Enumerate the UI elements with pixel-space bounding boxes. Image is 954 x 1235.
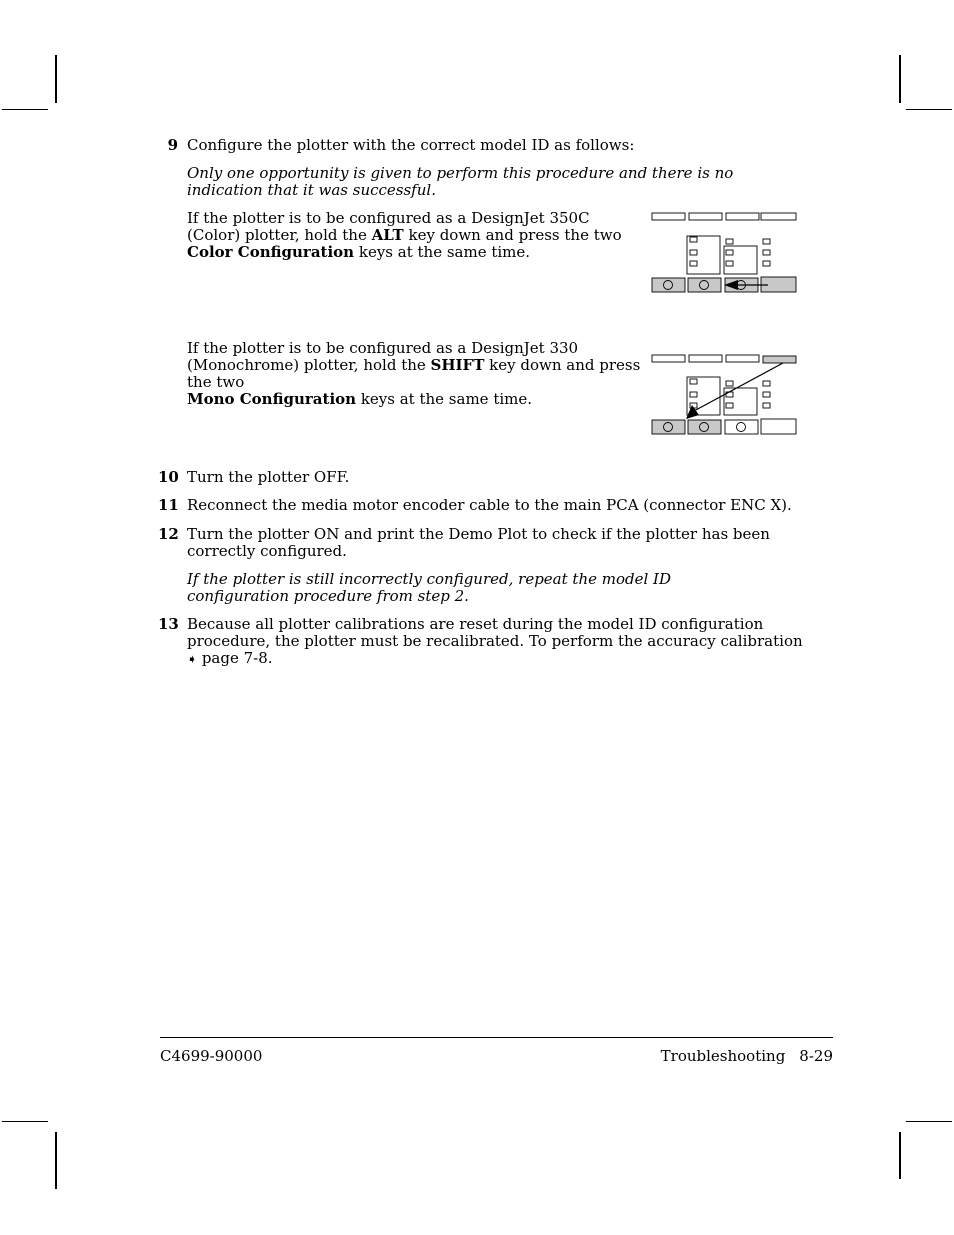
- crop-mark: [899, 1132, 901, 1179]
- step-9-note: Only one opportunity is given to perform this procedure and there is no indication that it was successful.: [187, 164, 734, 199]
- step-number: 13: [158, 615, 179, 633]
- crop-mark: [2, 1121, 48, 1122]
- page-reference: page 7-8.: [197, 649, 273, 667]
- footer-page-number: 8-29: [799, 1047, 833, 1065]
- front-panel-figure: [650, 353, 798, 435]
- color-configuration-label: Color Configuration: [187, 243, 355, 261]
- page-reference-arrow-icon: ➧: [187, 652, 198, 666]
- mono-config-panel-diagram: [650, 353, 798, 435]
- step-number: 10: [158, 468, 179, 486]
- step-text: Turn the plotter ON and print the Demo Plot to check if the plotter has been correctly configured.: [187, 525, 770, 560]
- color-config-panel-diagram: [650, 211, 798, 293]
- crop-mark: [906, 1121, 952, 1122]
- step-text: Because all plotter calibrations are reset during the model ID configuration procedure, the plotter must be recalibrated. To perform the accuracy calibration ➧ page 7-8.: [187, 615, 803, 667]
- step-text: Turn the plotter OFF.: [187, 468, 350, 486]
- step-number: 9: [167, 136, 178, 154]
- footer-doc-number: C4699-90000: [160, 1047, 263, 1065]
- shift-key-label: SHIFT: [430, 356, 485, 374]
- front-panel-figure: [650, 211, 798, 293]
- step-number: 11: [158, 496, 179, 514]
- step-text: Reconnect the media motor encoder cable to the main PCA (connector ENC X).: [187, 496, 792, 514]
- step-number: 12: [158, 525, 179, 543]
- footer-rule: [160, 1037, 833, 1038]
- crop-mark: [899, 55, 901, 103]
- mono-config-instruction: If the plotter is to be configured as a DesignJet 330 (Monochrome) plotter, hold the SHIFT key down and press the two Mono Configuration keys at the same time.: [187, 339, 641, 408]
- crop-mark: [55, 1132, 57, 1189]
- crop-mark: [55, 55, 57, 103]
- footer-section: Troubleshooting: [660, 1047, 786, 1065]
- crop-mark: [2, 109, 48, 110]
- color-config-instruction: If the plotter is to be configured as a DesignJet 350C (Color) plotter, hold the ALT key down and press the two Color Configuration keys at the same time.: [187, 209, 622, 261]
- alt-key-label: ALT: [371, 226, 404, 244]
- footer-section-page: [661, 1047, 833, 1065]
- crop-mark: [906, 109, 952, 110]
- step-12-note: If the plotter is still incorrectly configured, repeat the model ID configuration procedure from step 2.: [187, 570, 671, 605]
- mono-configuration-label: Mono Configuration: [187, 390, 357, 408]
- step-text: Configure the plotter with the correct model ID as follows:: [187, 136, 635, 154]
